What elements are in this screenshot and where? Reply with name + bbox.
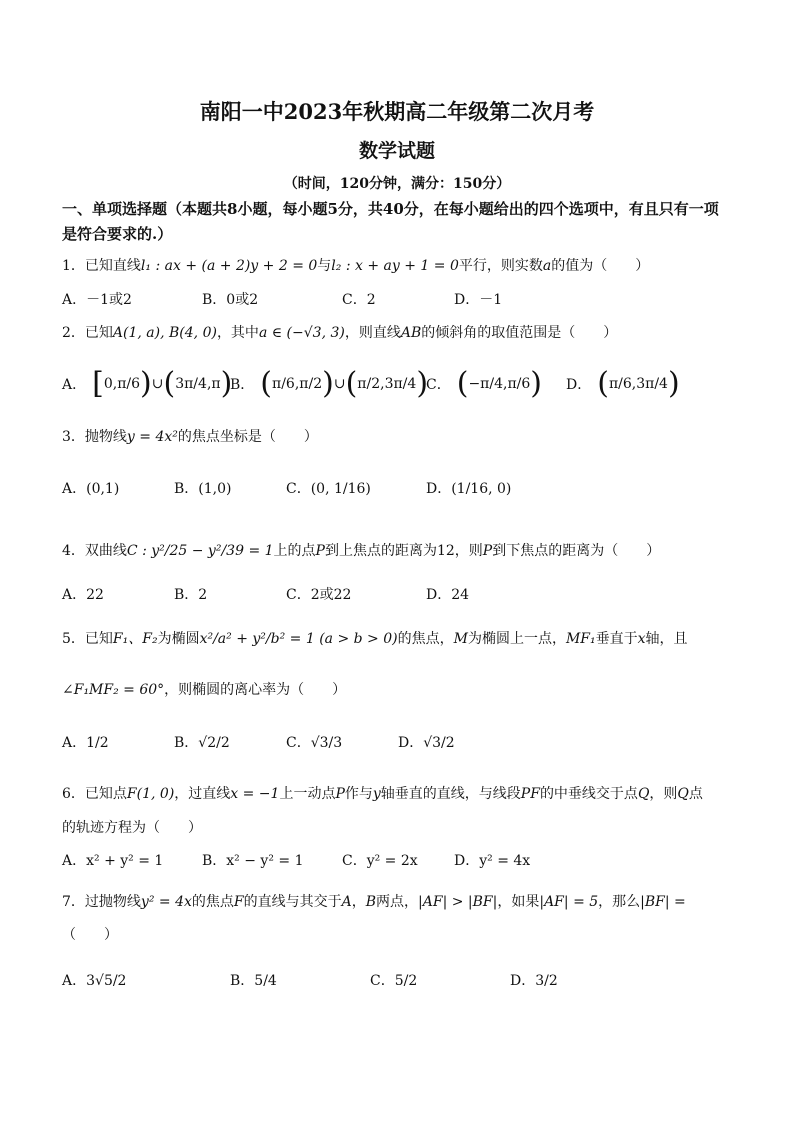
question-text: 平行，则实数	[458, 258, 543, 274]
q7-options	[62, 960, 752, 1000]
math-segment: MF₁	[565, 631, 596, 647]
math-compare: |AF| > |BF|	[418, 894, 498, 910]
option-b[interactable]: B．2	[174, 587, 208, 603]
math-angle: ∠F₁MF₂ = 60°	[62, 682, 165, 698]
option-b[interactable]: B．5/4	[230, 973, 277, 989]
option-a[interactable]: A． [ 0, π/6 ) ∪ ( 3π/4 ,π )	[62, 366, 233, 401]
question-5	[62, 628, 732, 651]
math-fraction: π/6	[507, 376, 531, 392]
math-line-l1: l₁ : ax + (a + 2)y + 2 = 0	[140, 258, 318, 274]
option-b[interactable]: B．0或2	[202, 292, 259, 308]
math-curve: C : y²/25 − y²/39 = 1	[126, 543, 274, 559]
option-a[interactable]: A．22	[62, 587, 104, 603]
q4-options	[62, 574, 752, 614]
question-number: 6．	[62, 786, 85, 802]
math-condition: a ∈ (−√3, 3)	[258, 325, 345, 341]
math-line-l2: l₂ : x + ay + 1 = 0	[331, 258, 459, 274]
question-number: 2．	[62, 325, 85, 341]
math-point-p: P	[315, 543, 325, 559]
option-c[interactable]: C．2或22	[286, 587, 352, 603]
q2-options	[62, 364, 752, 404]
question-1	[62, 255, 732, 278]
math-fraction: π/6	[117, 376, 141, 392]
question-text: 点	[688, 786, 703, 802]
question-text: 轴垂直的直线，与线段	[380, 786, 521, 802]
math-segment: PF	[520, 786, 540, 802]
option-d[interactable]: D． ( π/6 , 3π/4 )	[566, 366, 680, 401]
question-text: 过抛物线	[84, 894, 141, 910]
math-point-f: F(1, 0)	[126, 786, 175, 802]
math-var: y	[372, 786, 381, 802]
question-text: 双曲线	[84, 543, 127, 559]
question-text: 的直线与其交于	[243, 894, 342, 910]
q3-options	[62, 468, 752, 508]
question-text: 为椭圆	[157, 631, 200, 647]
question-5-cont	[62, 679, 732, 702]
option-d[interactable]: D．(1/16, 0)	[426, 481, 512, 497]
question-text: 的焦点	[191, 894, 234, 910]
question-7-cont: （ ）	[62, 927, 118, 943]
math-point-a: A	[341, 894, 352, 910]
option-d[interactable]: D．－1	[454, 292, 503, 308]
math-var: a	[542, 258, 552, 274]
question-4	[62, 540, 732, 563]
option-label: D．	[566, 377, 592, 393]
math-fraction: 3π/4	[175, 376, 207, 392]
question-text: 的值为（ ）	[551, 258, 650, 274]
option-c[interactable]: C． ( −π/4 , π/6 )	[426, 366, 542, 401]
section-heading: 一、单项选择题（本题共8小题，每小题5分，共40分，在每小题给出的四个选项中，有且只有一项是符合要求的.）	[62, 200, 719, 243]
question-text: ，则	[649, 786, 678, 802]
math-foci: F₁、F₂	[112, 631, 158, 647]
option-c[interactable]: C．5/2	[370, 973, 418, 989]
question-text: 的焦点坐标是（ ）	[177, 429, 318, 445]
question-text: 上的点	[273, 543, 316, 559]
question-text: ，如果	[497, 894, 540, 910]
question-6	[62, 783, 732, 806]
math-af: |AF| = 5	[539, 894, 599, 910]
math-equation: y² = 4x	[140, 894, 192, 910]
question-text: 垂直于	[595, 631, 638, 647]
question-text: 与	[317, 258, 332, 274]
question-text: ，那么	[598, 894, 641, 910]
question-text: 已知直线	[84, 258, 141, 274]
question-number: 5．	[62, 631, 85, 647]
math-point-m: M	[453, 631, 468, 647]
question-text: 已知	[84, 325, 113, 341]
option-d[interactable]: D．24	[426, 587, 470, 603]
question-text: 已知点	[84, 786, 127, 802]
option-c[interactable]: C．2	[342, 292, 376, 308]
option-a[interactable]: A．(0,1)	[62, 481, 120, 497]
option-b[interactable]: B． ( π/6 , π/2 ) ∪ ( π/2 , 3π/4 )	[230, 366, 429, 401]
question-2	[62, 322, 732, 345]
math-point-p: P	[335, 786, 345, 802]
question-text: ，其中	[216, 325, 259, 341]
question-text: ，则椭圆的离心率为（ ）	[164, 682, 347, 698]
math-var: x	[637, 631, 646, 647]
math-fraction: 3π/4	[636, 376, 668, 392]
math-point-f: F	[233, 894, 244, 910]
math-equation: y = 4x²	[126, 429, 178, 445]
q1-options	[62, 279, 752, 319]
question-text: 为椭圆上一点，	[467, 631, 566, 647]
math-point-q: Q	[637, 786, 650, 802]
math-union: ∪	[151, 376, 164, 392]
exam-title: 南阳一中2023年秋期高二年级第二次月考	[199, 99, 595, 124]
math-line: x = −1	[230, 786, 280, 802]
question-number: 3．	[62, 429, 85, 445]
question-number: 1．	[62, 258, 85, 274]
math-fraction: π/6	[272, 376, 295, 392]
question-text: 到下焦点的距离为（ ）	[492, 543, 661, 559]
question-number: 7．	[62, 894, 85, 910]
option-d[interactable]: D．y² = 4x	[454, 853, 531, 869]
math-ellipse: x²/a² + y²/b² = 1 (a > b > 0)	[199, 631, 398, 647]
question-text: ，过直线	[174, 786, 231, 802]
q5-options	[62, 722, 752, 762]
option-a[interactable]: A．1/2	[62, 735, 109, 751]
option-a[interactable]: A．－1或2	[62, 292, 132, 308]
math-point-b: B	[365, 894, 377, 910]
question-3	[62, 426, 732, 449]
option-a[interactable]: A．3√5/2	[62, 973, 127, 989]
math-point-p: P	[482, 543, 493, 559]
option-c[interactable]: C．(0, 1/16)	[286, 481, 371, 497]
option-d[interactable]: D．√3/2	[398, 735, 455, 751]
question-6-cont: 的轨迹方程为（ ）	[62, 820, 202, 836]
math-segment: AB	[400, 325, 422, 341]
math-fraction: π/6	[608, 376, 632, 392]
option-c[interactable]: C．√3/3	[286, 735, 343, 751]
option-label: B．	[230, 377, 255, 393]
question-text: ，则直线	[344, 325, 401, 341]
math-fraction: 3π/4	[384, 376, 417, 392]
question-text: 作与	[344, 786, 373, 802]
option-b[interactable]: B．√2/2	[174, 735, 230, 751]
math-point-q: Q	[677, 786, 689, 802]
math-fraction: π/2	[299, 376, 323, 392]
question-text: 的焦点，	[397, 631, 454, 647]
question-text: 抛物线	[84, 429, 127, 445]
question-7	[62, 891, 732, 914]
option-a[interactable]: A．x² + y² = 1	[62, 853, 164, 869]
math-points: A(1, a), B(4, 0)	[112, 325, 217, 341]
question-text: 两点，	[376, 894, 419, 910]
math-bf: |BF| =	[640, 894, 686, 910]
question-text: 到上焦点的距离为12，则	[324, 543, 483, 559]
math-fraction: −π/4	[468, 376, 503, 392]
question-text: 的中垂线交于点	[539, 786, 638, 802]
option-b[interactable]: B．(1,0)	[174, 481, 232, 497]
math-union: ∪	[333, 376, 346, 392]
option-b[interactable]: B．x² − y² = 1	[202, 853, 304, 869]
option-d[interactable]: D．3/2	[510, 973, 558, 989]
exam-info: （时间，120分钟，满分：150分）	[283, 176, 511, 192]
exam-subtitle: 数学试题	[358, 140, 435, 162]
question-text: 已知	[84, 631, 113, 647]
q6-options	[62, 840, 752, 880]
question-text: 轴，且	[645, 631, 688, 647]
question-text: 上一动点	[279, 786, 336, 802]
question-text: ，	[351, 894, 366, 910]
option-label: C．	[426, 377, 451, 393]
option-label: A．	[62, 377, 87, 393]
math-fraction: π/2	[357, 376, 381, 392]
question-number: 4．	[62, 543, 85, 559]
question-text: 的倾斜角的取值范围是（ ）	[421, 325, 618, 341]
option-c[interactable]: C．y² = 2x	[342, 853, 418, 869]
